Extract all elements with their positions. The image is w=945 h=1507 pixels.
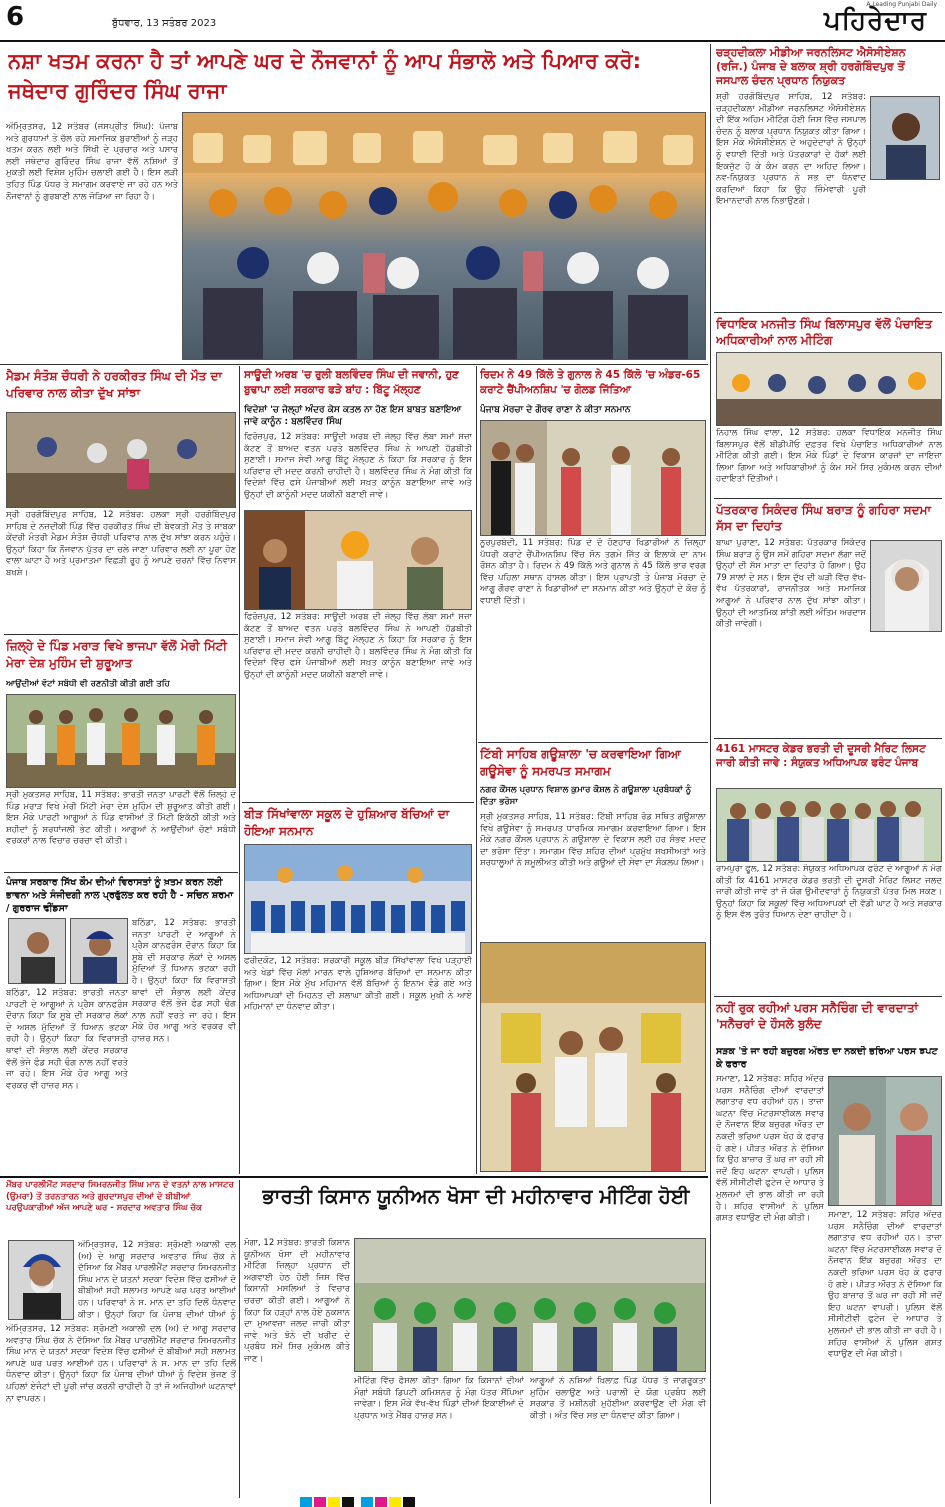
teachers-group-illustration [717, 789, 942, 862]
right-s4-body: ਰਾਮਪੁਰਾ ਫੂਲ, 12 ਸਤੰਬਰ: ਸੰਯੁਕਤ ਅਧਿਆਪਕ ਫਰੰਟ ਦੇ ਆਗੂਆਂ ਨੇ ਮੰਗ ਕੀਤੀ ਕਿ 4161 ਮਾਸਟਰ ਕੇਡਰ ਭਰਤੀ ਦੀ ਦੂਸਰੀ ਮੈਰਿਟ ਲਿਸਟ ਜਲਦ ਜਾਰੀ ਕੀਤੀ ਜਾਵੇ ਤਾਂ ਜੋ ਯੋਗ ਉਮੀਦਵਾਰਾਂ ਨੂੰ ਨਿਯੁਕਤੀ ਪੱਤਰ ਮਿਲ ਸਕਣ। ਉਨ੍ਹਾਂ ਕਿਹਾ ਕਿ ਸਕੂਲਾਂ ਵਿੱਚ ਅਧਿਆਪਕਾਂ ਦੀ ਵੱਡੀ ਘਾਟ ਹੈ ਅਤੇ ਸਰਕਾਰ ਨੂੰ ਇਸ ਵੱਲ ਤੁਰੰਤ ਧਿਆਨ ਦੇਣਾ ਚਾਹੀਦਾ ਹੈ। [716, 864, 942, 921]
right-s5-photo [828, 1076, 942, 1206]
story-d-headline: ਸਾਊਦੀ ਅਰਬ 'ਚ ਰੁਲੀ ਬਲਵਿੰਦਰ ਸਿੰਘ ਦੀ ਜਵਾਨੀ, ਹੁਣ ਬੁਢਾਪਾ ਲਈ ਸਰਕਾਰ ਫੜੇ ਬਾਂਹ : ਬਿੱਟੂ ਮੱਲ੍ਹਣ [244, 369, 459, 396]
avtar-singh-portrait-illustration [9, 1241, 74, 1320]
right-s1-headline: ਚੜ੍ਹਦੀਕਲਾ ਮੀਡੀਆ ਜਰਨਲਿਸਟ ਐਸੋਸੀਏਸ਼ਨ (ਰਜਿ.) ਪੰਜਾਬ ਦੇ ਬਲਾਕ ਸ਼੍ਰੀ ਹਰਗੋਬਿੰਦਪੁਰ ਤੋਂ ਜਸਪਾਲ ਚੰਦਨ ਪ੍ਰਧਾਨ ਨਿਯੁਕਤ [716, 46, 906, 87]
victim-portraits-illustration [829, 1077, 942, 1206]
story-f-body: ਨੂਰਪੁਰਬੇਦੀ, 11 ਸਤੰਬਰ: ਪਿੰਡ ਦੇ ਦੋ ਹੋਣਹਾਰ ਖਿਡਾਰੀਆਂ ਨੇ ਜ਼ਿਲ੍ਹਾ ਪੱਧਰੀ ਕਰਾਟੇ ਚੈਂਪੀਅਨਸ਼ਿਪ ਵਿੱਚ ਸੋਨ ਤਗਮੇ ਜਿੱਤ ਕੇ ਇਲਾਕੇ ਦਾ ਨਾਮ ਰੌਸ਼ਨ ਕੀਤਾ ਹੈ। ਰਿਦਮ ਨੇ 49 ਕਿੱਲੋ ਅਤੇ ਗੁਨਾਲ ਨੇ 45 ਕਿੱਲੋ ਭਾਰ ਵਰਗ ਵਿੱਚ ਪਹਿਲਾ ਸਥਾਨ ਹਾਸਲ ਕੀਤਾ। ਇਸ ਪ੍ਰਾਪਤੀ ਤੇ ਪੰਜਾਬ ਮੋਰਚਾ ਦੇ ਆਗੂ ਗੌਰਵ ਰਾਣਾ ਨੇ ਖਿਡਾਰੀਆਂ ਦਾ ਸਨਮਾਨ ਕੀਤਾ ਅਤੇ ਉਨ੍ਹਾਂ ਦੇ ਕੋਚ ਨੂੰ ਵਧਾਈ ਦਿੱਤੀ। [480, 538, 706, 606]
row2-rule [0, 364, 708, 365]
masthead-logo: ਪਹਿਰੇਦਾਰ [824, 6, 927, 36]
press-conference-illustration [245, 511, 472, 610]
story-g-headline: ਟਿੱਬੀ ਸਾਹਿਬ ਗਊਸ਼ਾਲਾ 'ਚ ਕਰਵਾਇਆ ਗਿਆ ਗਊਸੇਵਾ ਨੂੰ ਸਮਰਪਤ ਸਮਾਗਮ [480, 747, 681, 778]
story-i-photo [354, 1238, 706, 1372]
story-d-body-cont: ਫਿਰੋਜ਼ਪੁਰ, 12 ਸਤੰਬਰ: ਸਾਊਦੀ ਅਰਬ ਦੀ ਜੇਲ੍ਹ ਵਿੱਚ ਲੰਬਾ ਸਮਾਂ ਸਜ਼ਾ ਕੱਟਣ ਤੋਂ ਬਾਅਦ ਵਤਨ ਪਰਤੇ ਬਲਵਿੰਦਰ ਸਿੰਘ ਨੇ ਆਪਣੀ ਹੱਡਬੀਤੀ ਸੁਣਾਈ। ਸਮਾਜ ਸੇਵੀ ਆਗੂ ਬਿੱਟੂ ਮੱਲ੍ਹਣ ਨੇ ਕਿਹਾ ਕਿ ਸਰਕਾਰ ਨੂੰ ਇਸ ਪਰਿਵਾਰ ਦੀ ਮਦਦ ਕਰਨੀ ਚਾਹੀਦੀ ਹੈ। ਬਲਵਿੰਦਰ ਸਿੰਘ ਨੇ ਮੰਗ ਕੀਤੀ ਕਿ ਵਿਦੇਸ਼ਾਂ ਵਿੱਚ ਫਸੇ ਪੰਜਾਬੀਆਂ ਲਈ ਸਖ਼ਤ ਕਾਨੂੰਨ ਬਣਾਇਆ ਜਾਵੇ ਅਤੇ ਉਨ੍ਹਾਂ ਦੀ ਕਾਨੂੰਨੀ ਮਦਦ ਯਕੀਨੀ ਬਣਾਈ ਜਾਵੇ। [244, 612, 472, 680]
leader-portrait-illustration [71, 919, 128, 984]
row2-rule-f [478, 742, 708, 743]
story-i-body-2: ਮੀਟਿੰਗ ਵਿੱਚ ਫੈਸਲਾ ਕੀਤਾ ਗਿਆ ਕਿ ਕਿਸਾਨਾਂ ਦੀਆਂ ਮੰਗਾਂ ਸਬੰਧੀ ਡਿਪਟੀ ਕਮਿਸ਼ਨਰ ਨੂੰ ਮੰਗ ਪੱਤਰ ਸੌਂਪਿਆ ਜਾਵੇਗਾ। ਇਸ ਮੌਕੇ ਵੱਖ-ਵੱਖ ਪਿੰਡਾਂ ਦੀਆਂ ਇਕਾਈਆਂ ਦੇ ਪ੍ਰਧਾਨ ਅਤੇ ਮੈਂਬਰ ਹਾਜ਼ਰ ਸਨ। [354, 1376, 524, 1421]
right-s5-body-cont: ਸਮਾਣਾ, 12 ਸਤੰਬਰ: ਸ਼ਹਿਰ ਅੰਦਰ ਪਰਸ ਸਨੈਚਿੰਗ ਦੀਆਂ ਵਾਰਦਾਤਾਂ ਲਗਾਤਾਰ ਵਧ ਰਹੀਆਂ ਹਨ। ਤਾਜ਼ਾ ਘਟਨਾ ਵਿੱਚ ਮੋਟਰਸਾਈਕਲ ਸਵਾਰ ਦੋ ਨੌਜਵਾਨ ਇੱਕ ਬਜ਼ੁਰਗ ਔਰਤ ਦਾ ਨਕਦੀ ਭਰਿਆ ਪਰਸ ਖੋਹ ਕੇ ਫਰਾਰ ਹੋ ਗਏ। ਪੀੜਤ ਔਰਤ ਨੇ ਦੱਸਿਆ ਕਿ ਉਹ ਬਾਜ਼ਾਰ ਤੋਂ ਘਰ ਜਾ ਰਹੀ ਸੀ ਜਦੋਂ ਇਹ ਘਟਨਾ ਵਾਪਰੀ। ਪੁਲਿਸ ਵੱਲੋਂ ਸੀਸੀਟੀਵੀ ਫੁਟੇਜ ਦੇ ਆਧਾਰ ਤੇ ਮੁਲਜ਼ਮਾਂ ਦੀ ਭਾਲ ਕੀਤੀ ਜਾ ਰਹੀ ਹੈ। ਸ਼ਹਿਰ ਵਾਸੀਆਂ ਨੇ ਪੁਲਿਸ ਗਸ਼ਤ ਵਧਾਉਣ ਦੀ ਮੰਗ ਕੀਤੀ। [828, 1210, 942, 1360]
story-f-photo [480, 420, 706, 536]
story-b-body: ਸ੍ਰੀ ਮੁਕਤਸਰ ਸਾਹਿਬ, 11 ਸਤੰਬਰ: ਭਾਰਤੀ ਜਨਤਾ ਪਾਰਟੀ ਵੱਲੋਂ ਜ਼ਿਲ੍ਹੇ ਦੇ ਪਿੰਡ ਮਰਾੜ ਵਿਖੇ ਮੇਰੀ ਮਿੱਟੀ ਮੇਰਾ ਦੇਸ਼ ਮੁਹਿੰਮ ਦੀ ਸ਼ੁਰੂਆਤ ਕੀਤੀ ਗਈ। ਇਸ ਮੌਕੇ ਪਾਰਟੀ ਆਗੂਆਂ ਨੇ ਪਿੰਡ ਵਾਸੀਆਂ ਤੋਂ ਮਿੱਟੀ ਇਕੱਠੀ ਕੀਤੀ ਅਤੇ ਸ਼ਹੀਦਾਂ ਨੂੰ ਸ਼ਰਧਾਂਜਲੀ ਭੇਟ ਕੀਤੀ। ਆਗੂਆਂ ਨੇ ਆਉਂਦੀਆਂ ਚੋਣਾਂ ਸਬੰਧੀ ਵਰਕਰਾਂ ਨਾਲ ਵਿਚਾਰ ਚਰਚਾ ਵੀ ਕੀਤੀ। [6, 790, 236, 847]
story-a-photo [6, 412, 236, 508]
story-h-headline: ਮੈਂਬਰ ਪਾਰਲੀਮੈਂਟ ਸਰਦਾਰ ਸਿਮਰਨਜੀਤ ਸਿੰਘ ਮਾਨ ਦੇ ਵਤਨਾਂ ਨਾਲ ਮਾਸਟਰ (ਉਮਰਾ) ਤੋਂ ਤਰਨਤਾਰਨ ਅਤੇ ਗੁਰਦਾਸਪੁਰ ਦੀਆਂ ਦੋ ਬੀਬੀਆਂ ਪਰਉਪਕਾਰੀਆਂ ਅੱਜ ਆਪਣੇ ਘਰ - ਸਰਦਾਰ ਅਵਤਾਰ ਸਿੰਘ ਚੱਕ [6, 1180, 234, 1213]
header-date: ਬੁੱਧਵਾਰ, 13 ਸਤੰਬਰ 2023 [112, 18, 217, 29]
story-b-headline: ਜ਼ਿਲ੍ਹੇ ਦੇ ਪਿੰਡ ਮਰਾੜ ਵਿਖੇ ਭਾਜਪਾ ਵੱਲੋਂ ਮੇਰੀ ਮਿੱਟੀ ਮੇਰਾ ਦੇਸ਼ ਮੁਹਿੰਮ ਦੀ ਸ਼ੁਰੂਆਤ [6, 639, 227, 670]
story-c-headline: ਪੰਜਾਬ ਸਰਕਾਰ ਸਿੱਖ ਕੌਮ ਦੀਆਂ ਵਿਰਾਸਤਾਂ ਨੂੰ ਖ਼ਤਮ ਕਰਨ ਲਈ ਭਾਵਨਾ ਅਤੇ ਸੰਜੀਦਗੀ ਨਾਲ ਪ੍ਰਫੁੱਲਤ ਕਰ ਰਹੀ ਹੈ - ਸਚਿਨ ਸ਼ਰਮਾ / ਗੁਰਰਾਜ ਢੀਂਡਸਾ [6, 877, 234, 914]
story-i-body-3: ਆਗੂਆਂ ਨੇ ਨਸ਼ਿਆਂ ਖ਼ਿਲਾਫ਼ ਪਿੰਡ ਪੱਧਰ ਤੇ ਜਾਗਰੂਕਤਾ ਮੁਹਿੰਮ ਚਲਾਉਣ ਅਤੇ ਪਰਾਲੀ ਦੇ ਯੋਗ ਪ੍ਰਬੰਧ ਲਈ ਸਰਕਾਰ ਤੋਂ ਮਸ਼ੀਨਰੀ ਮੁਹੱਈਆ ਕਰਵਾਉਣ ਦੀ ਮੰਗ ਵੀ ਕੀਤੀ। ਅੰਤ ਵਿੱਚ ਸਭ ਦਾ ਧੰਨਵਾਦ ਕੀਤਾ ਗਿਆ। [530, 1376, 706, 1421]
congregation-illustration [183, 113, 706, 360]
bottom-rule [0, 1176, 708, 1178]
bottom-divider [239, 1180, 240, 1498]
elderly-portrait-illustration [871, 541, 942, 632]
story-b-sub: ਆਉਂਦੀਆਂ ਵੋਟਾਂ ਸਬੰਧੀ ਵੀ ਰਣਨੀਤੀ ਕੀਤੀ ਗਈ ਤਹਿ [6, 679, 170, 689]
right-s5-sub: ਸੜਕ 'ਤੇ ਜਾ ਰਹੀ ਬਜ਼ੁਰਗ ਔਰਤ ਦਾ ਨਕਦੀ ਭਰਿਆ ਪਰਸ ਝਪਟ ਕੇ ਫਰਾਰ [716, 1046, 938, 1070]
header-tagline: A Leading Punjabi Daily [866, 1, 937, 8]
right-s2-photo [716, 352, 942, 426]
lead-headline: ਨਸ਼ਾ ਖਤਮ ਕਰਨਾ ਹੈ ਤਾਂ ਆਪਣੇ ਘਰ ਦੇ ਨੌਜਵਾਨਾਂ ਨੂੰ ਆਪ ਸੰਭਾਲੋ ਅਤੇ ਪਿਆਰ ਕਰੋ: ਜਥੇਦਾਰ ਗੁਰਿੰਦਰ ਸਿੰਘ ਰਾਜਾ [8, 49, 641, 103]
right-rule-1 [714, 312, 942, 313]
bjp-campaign-illustration [7, 695, 236, 788]
cow-shelter-event-illustration [481, 943, 706, 1172]
story-d-photo [244, 510, 472, 610]
story-a-body: ਸ੍ਰੀ ਹਰਗੋਬਿੰਦਪੁਰ ਸਾਹਿਬ, 12 ਸਤੰਬਰ: ਹਲਕਾ ਸ੍ਰੀ ਹਰਗੋਬਿੰਦਪੁਰ ਸਾਹਿਬ ਦੇ ਨਜ਼ਦੀਕੀ ਪਿੰਡ ਵਿੱਚ ਹਰਕੀਰਤ ਸਿੰਘ ਦੀ ਬੇਵਕਤੀ ਮੌਤ ਤੇ ਸਾਬਕਾ ਕੇਂਦਰੀ ਮੰਤਰੀ ਮੈਡਮ ਸੰਤੋਸ਼ ਚੌਧਰੀ ਪਰਿਵਾਰ ਨਾਲ ਦੁੱਖ ਸਾਂਝਾ ਕਰਨ ਪਹੁੰਚੇ। ਉਨ੍ਹਾਂ ਕਿਹਾ ਕਿ ਨੌਜਵਾਨ ਪੁੱਤਰ ਦਾ ਚਲੇ ਜਾਣਾ ਪਰਿਵਾਰ ਲਈ ਨਾ ਪੂਰਾ ਹੋਣ ਵਾਲਾ ਘਾਟਾ ਹੈ ਅਤੇ ਪ੍ਰਮਾਤਮਾ ਵਿਛੜੀ ਰੂਹ ਨੂੰ ਆਪਣੇ ਚਰਨਾਂ ਵਿੱਚ ਨਿਵਾਸ ਬਖਸ਼ੇ। [6, 510, 236, 578]
story-c-body: ਬਠਿੰਡਾ, 12 ਸਤੰਬਰ: ਭਾਰਤੀ ਜਨਤਾ ਪਾਰਟੀ ਦੇ ਆਗੂਆਂ ਨੇ ਪ੍ਰੈਸ ਕਾਨਫਰੰਸ ਦੌਰਾਨ ਕਿਹਾ ਕਿ ਸੂਬੇ ਦੀ ਸਰਕਾਰ ਲੋਕਾਂ ਦੇ ਅਸਲ ਮੁੱਦਿਆਂ ਤੋਂ ਧਿਆਨ ਭਟਕਾ ਰਹੀ ਹੈ। ਉਨ੍ਹਾਂ ਕਿਹਾ ਕਿ ਵਿਰਾਸਤੀ ਥਾਵਾਂ ਦੀ ਸੰਭਾਲ ਲਈ ਕੇਂਦਰ ਸਰਕਾਰ ਵੱਲੋਂ ਭੇਜੇ ਫੰਡ ਸਹੀ ਢੰਗ ਨਾਲ ਨਹੀਂ ਵਰਤੇ ਜਾ ਰਹੇ। ਇਸ ਮੌਕੇ ਹੋਰ ਆਗੂ ਅਤੇ ਵਰਕਰ ਵੀ ਹਾਜ਼ਰ ਸਨ। [132, 918, 236, 1044]
page-number: 6 [5, 2, 25, 32]
story-g-sub: ਨਗਰ ਕੌਂਸਲ ਪ੍ਰਧਾਨ ਵਿਸ਼ਾਲ ਕੁਮਾਰ ਕੌਸ਼ਲ ਨੇ ਗਊਸ਼ਾਲਾ ਪ੍ਰਬੰਧਕਾਂ ਨੂੰ ਦਿੱਤਾ ਭਰੋਸਾ [480, 785, 692, 807]
portrait-illustration [871, 97, 940, 180]
karate-winners-illustration [481, 421, 706, 536]
right-rule-2 [714, 498, 942, 499]
right-rule-4 [714, 996, 942, 997]
story-e-headline: ਬੀੜ ਸਿੱਖਾਂਵਾਲਾ ਸਕੂਲ ਦੇ ਹੁਸ਼ਿਆਰ ਬੱਚਿਆਂ ਦਾ ਹੋਇਆ ਸਨਮਾਨ [244, 807, 450, 838]
right-s2-body: ਨਿਹਾਲ ਸਿੰਘ ਵਾਲਾ, 12 ਸਤੰਬਰ: ਹਲਕਾ ਵਿਧਾਇਕ ਮਨਜੀਤ ਸਿੰਘ ਬਿਲਾਸਪੁਰ ਵੱਲੋਂ ਬੀਡੀਪੀਓ ਦਫ਼ਤਰ ਵਿਖੇ ਪੰਚਾਇਤ ਅਧਿਕਾਰੀਆਂ ਨਾਲ ਮੀਟਿੰਗ ਕੀਤੀ ਗਈ। ਇਸ ਮੌਕੇ ਪਿੰਡਾਂ ਦੇ ਵਿਕਾਸ ਕਾਰਜਾਂ ਦਾ ਜਾਇਜ਼ਾ ਲਿਆ ਗਿਆ ਅਤੇ ਅਧਿਕਾਰੀਆਂ ਨੂੰ ਕੰਮ ਸਮੇਂ ਸਿਰ ਮੁਕੰਮਲ ਕਰਨ ਦੀਆਂ ਹਦਾਇਤਾਂ ਦਿੱਤੀਆਂ। [716, 428, 942, 485]
lead-body-col1: ਅੰਮ੍ਰਿਤਸਰ, 12 ਸਤੰਬਰ (ਜਸਪ੍ਰੀਤ ਸਿੰਘ): ਪੰਜਾਬ ਅਤੇ ਗੁਰਧਾਮਾਂ ਤੇ ਚੱਲ ਰਹੇ ਸਮਾਜਿਕ ਬੁਰਾਈਆਂ ਨੂੰ ਜੜ੍ਹ ਖਤਮ ਕਰਨ ਲਈ ਅਤੇ ਸਿੱਖੀ ਦੇ ਪ੍ਰਚਾਰ ਅਤੇ ਪਸਾਰ ਲਈ ਜਥੇਦਾਰ ਗੁਰਿੰਦਰ ਸਿੰਘ ਰਾਜਾ ਵੱਲੋਂ ਨਸ਼ਿਆਂ ਤੋਂ ਮੁਕਤੀ ਲਈ ਵਿਸ਼ੇਸ਼ ਮੁਹਿੰਮ ਚਲਾਈ ਗਈ ਹੈ। ਇਸ ਲੜੀ ਤਹਿਤ ਪਿੰਡ ਪੱਧਰ ਤੇ ਸਮਾਗਮ ਕਰਵਾਏ ਜਾ ਰਹੇ ਹਨ ਅਤੇ ਨੌਜਵਾਨਾਂ ਨੂੰ ਗੁਰਬਾਣੀ ਨਾਲ ਜੋੜਿਆ ਜਾ ਰਿਹਾ ਹੈ। [6, 122, 178, 202]
right-s3-headline: ਪੱਤਰਕਾਰ ਸਿਕੰਦਰ ਸਿੰਘ ਬਰਾੜ ਨੂੰ ਗਹਿਰਾ ਸਦਮਾ ਸੱਸ ਦਾ ਦਿਹਾਂਤ [716, 503, 931, 533]
story-f-headline: ਰਿਦਮ ਨੇ 49 ਕਿੱਲੋ ਤੇ ਗੁਨਾਲ ਨੇ 45 ਕਿੱਲੋ 'ਚ ਅੰਡਰ-65 ਕਰਾਟੇ ਚੈਂਪੀਅਨਸ਼ਿਪ 'ਚ ਗੋਲਡ ਜਿੱਤਿਆ [480, 369, 701, 396]
story-c-portrait-1 [8, 918, 66, 984]
story-c-body-cont: ਬਠਿੰਡਾ, 12 ਸਤੰਬਰ: ਭਾਰਤੀ ਜਨਤਾ ਪਾਰਟੀ ਦੇ ਆਗੂਆਂ ਨੇ ਪ੍ਰੈਸ ਕਾਨਫਰੰਸ ਦੌਰਾਨ ਕਿਹਾ ਕਿ ਸੂਬੇ ਦੀ ਸਰਕਾਰ ਲੋਕਾਂ ਦੇ ਅਸਲ ਮੁੱਦਿਆਂ ਤੋਂ ਧਿਆਨ ਭਟਕਾ ਰਹੀ ਹੈ। ਉਨ੍ਹਾਂ ਕਿਹਾ ਕਿ ਵਿਰਾਸਤੀ ਥਾਵਾਂ ਦੀ ਸੰਭਾਲ ਲਈ ਕੇਂਦਰ ਸਰਕਾਰ ਵੱਲੋਂ ਭੇਜੇ ਫੰਡ ਸਹੀ ਢੰਗ ਨਾਲ ਨਹੀਂ ਵਰਤੇ ਜਾ ਰਹੇ। ਇਸ ਮੌਕੇ ਹੋਰ ਆਗੂ ਅਤੇ ਵਰਕਰ ਵੀ ਹਾਜ਼ਰ ਸਨ। [6, 988, 128, 1091]
story-h-body-cont: ਅੰਮ੍ਰਿਤਸਰ, 12 ਸਤੰਬਰ: ਸ਼੍ਰੋਮਣੀ ਅਕਾਲੀ ਦਲ (ਅ) ਦੇ ਆਗੂ ਸਰਦਾਰ ਅਵਤਾਰ ਸਿੰਘ ਚੱਕ ਨੇ ਦੱਸਿਆ ਕਿ ਮੈਂਬਰ ਪਾਰਲੀਮੈਂਟ ਸਰਦਾਰ ਸਿਮਰਨਜੀਤ ਸਿੰਘ ਮਾਨ ਦੇ ਯਤਨਾਂ ਸਦਕਾ ਵਿਦੇਸ਼ ਵਿੱਚ ਫਸੀਆਂ ਦੋ ਬੀਬੀਆਂ ਸਹੀ ਸਲਾਮਤ ਆਪਣੇ ਘਰ ਪਰਤ ਆਈਆਂ ਹਨ। ਪਰਿਵਾਰਾਂ ਨੇ ਸ. ਮਾਨ ਦਾ ਤਹਿ ਦਿਲੋਂ ਧੰਨਵਾਦ ਕੀਤਾ। ਉਨ੍ਹਾਂ ਕਿਹਾ ਕਿ ਪੰਜਾਬ ਦੀਆਂ ਧੀਆਂ ਨੂੰ ਵਿਦੇਸ਼ ਭੇਜਣ ਤੋਂ ਪਹਿਲਾਂ ਏਜੰਟਾਂ ਦੀ ਪੂਰੀ ਜਾਂਚ ਕਰਨੀ ਚਾਹੀਦੀ ਹੈ ਤਾਂ ਜੋ ਅਜਿਹੀਆਂ ਘਟਨਾਵਾਂ ਨਾ ਵਾਪਰਨ। [6, 1324, 236, 1404]
meeting-illustration [717, 353, 942, 426]
right-s1-portrait [870, 96, 940, 180]
story-c-portrait-2 [70, 918, 128, 984]
story-g-body: ਸ੍ਰੀ ਮੁਕਤਸਰ ਸਾਹਿਬ, 11 ਸਤੰਬਰ: ਟਿੱਬੀ ਸਾਹਿਬ ਰੋਡ ਸਥਿਤ ਗਊਸ਼ਾਲਾ ਵਿਖੇ ਗਊਸੇਵਾ ਨੂੰ ਸਮਰਪਤ ਧਾਰਮਿਕ ਸਮਾਗਮ ਕਰਵਾਇਆ ਗਿਆ। ਇਸ ਮੌਕੇ ਨਗਰ ਕੌਂਸਲ ਪ੍ਰਧਾਨ ਨੇ ਗਊਸ਼ਾਲਾ ਦੇ ਵਿਕਾਸ ਲਈ ਹਰ ਸੰਭਵ ਮਦਦ ਦਾ ਭਰੋਸਾ ਦਿੱਤਾ। ਸਮਾਗਮ ਵਿੱਚ ਸ਼ਹਿਰ ਦੀਆਂ ਪ੍ਰਮੁੱਖ ਸ਼ਖਸੀਅਤਾਂ ਅਤੇ ਸ਼ਰਧਾਲੂਆਂ ਨੇ ਸ਼ਮੂਲੀਅਤ ਕੀਤੀ ਅਤੇ ਗਊਆਂ ਦੀ ਸੇਵਾ ਦਾ ਸੰਕਲਪ ਲਿਆ। [480, 812, 706, 869]
farmers-meeting-illustration [355, 1239, 706, 1372]
story-h-body: ਅੰਮ੍ਰਿਤਸਰ, 12 ਸਤੰਬਰ: ਸ਼੍ਰੋਮਣੀ ਅਕਾਲੀ ਦਲ (ਅ) ਦੇ ਆਗੂ ਸਰਦਾਰ ਅਵਤਾਰ ਸਿੰਘ ਚੱਕ ਨੇ ਦੱਸਿਆ ਕਿ ਮੈਂਬਰ ਪਾਰਲੀਮੈਂਟ ਸਰਦਾਰ ਸਿਮਰਨਜੀਤ ਸਿੰਘ ਮਾਨ ਦੇ ਯਤਨਾਂ ਸਦਕਾ ਵਿਦੇਸ਼ ਵਿੱਚ ਫਸੀਆਂ ਦੋ ਬੀਬੀਆਂ ਸਹੀ ਸਲਾਮਤ ਆਪਣੇ ਘਰ ਪਰਤ ਆਈਆਂ ਹਨ। ਪਰਿਵਾਰਾਂ ਨੇ ਸ. ਮਾਨ ਦਾ ਤਹਿ ਦਿਲੋਂ ਧੰਨਵਾਦ ਕੀਤਾ। ਉਨ੍ਹਾਂ ਕਿਹਾ ਕਿ ਪੰਜਾਬ ਦੀਆਂ ਧੀਆਂ ਨੂੰ [78, 1240, 236, 1320]
row2-divider-1 [239, 366, 240, 1174]
lead-photo [182, 112, 706, 360]
print-color-bar [300, 1494, 640, 1507]
right-s3-portrait [870, 540, 942, 632]
right-s1-body: ਸ਼੍ਰੀ ਹਰਗੋਬਿੰਦਪੁਰ ਸਾਹਿਬ, 12 ਸਤੰਬਰ: ਚੜ੍ਹਦੀਕਲਾ ਮੀਡੀਆ ਜਰਨਲਿਸਟ ਐਸੋਸੀਏਸ਼ਨ ਦੀ ਇੱਕ ਅਹਿਮ ਮੀਟਿੰਗ ਹੋਈ ਜਿਸ ਵਿੱਚ ਜਸਪਾਲ ਚੰਦਨ ਨੂੰ ਬਲਾਕ ਪ੍ਰਧਾਨ ਨਿਯੁਕਤ ਕੀਤਾ ਗਿਆ। ਇਸ ਮੌਕੇ ਐਸੋਸੀਏਸ਼ਨ ਦੇ ਅਹੁਦੇਦਾਰਾਂ ਨੇ ਉਨ੍ਹਾਂ ਨੂੰ ਵਧਾਈ ਦਿੱਤੀ ਅਤੇ ਪੱਤਰਕਾਰਾਂ ਦੇ ਹੱਕਾਂ ਲਈ ਇਕਜੁੱਟ ਹੋ ਕੇ ਕੰਮ ਕਰਨ ਦਾ ਅਹਿਦ ਲਿਆ। ਨਵ-ਨਿਯੁਕਤ ਪ੍ਰਧਾਨ ਨੇ ਸਭ ਦਾ ਧੰਨਵਾਦ ਕਰਦਿਆਂ ਕਿਹਾ ਕਿ ਉਹ ਜ਼ਿੰਮੇਵਾਰੀ ਪੂਰੀ ਇਮਾਨਦਾਰੀ ਨਾਲ ਨਿਭਾਉਣਗੇ। [716, 92, 866, 207]
right-s5-headline: ਨਹੀਂ ਰੁਕ ਰਹੀਆਂ ਪਰਸ ਸਨੈਚਿੰਗ ਦੀ ਵਾਰਦਾਤਾਂ 'ਸਨੈਚਰਾਂ ਦੇ ਹੌਸਲੇ ਬੁਲੰਦ [716, 1001, 919, 1031]
story-i-headline: ਭਾਰਤੀ ਕਿਸਾਨ ਯੂਨੀਅਨ ਖੋਸਾ ਦੀ ਮਹੀਨਾਵਾਰ ਮੀਟਿੰਗ ਹੋਈ [262, 1184, 690, 1208]
story-g-photo [480, 942, 706, 1172]
story-d-sub: ਵਿਦੇਸ਼ਾਂ 'ਚ ਜੇਲ੍ਹਾਂ ਅੰਦਰ ਕੇਸ ਕਤਲ ਨਾ ਹੋਣ ਇਸ ਬਾਬਤ ਬਣਾਇਆ ਜਾਵੇ ਕਾਨੂੰਨ : ਬਲਵਿੰਦਰ ਸਿੰਘ [244, 405, 462, 427]
school-ceremony-illustration [245, 845, 472, 954]
right-s5-body: ਸਮਾਣਾ, 12 ਸਤੰਬਰ: ਸ਼ਹਿਰ ਅੰਦਰ ਪਰਸ ਸਨੈਚਿੰਗ ਦੀਆਂ ਵਾਰਦਾਤਾਂ ਲਗਾਤਾਰ ਵਧ ਰਹੀਆਂ ਹਨ। ਤਾਜ਼ਾ ਘਟਨਾ ਵਿੱਚ ਮੋਟਰਸਾਈਕਲ ਸਵਾਰ ਦੋ ਨੌਜਵਾਨ ਇੱਕ ਬਜ਼ੁਰਗ ਔਰਤ ਦਾ ਨਕਦੀ ਭਰਿਆ ਪਰਸ ਖੋਹ ਕੇ ਫਰਾਰ ਹੋ ਗਏ। ਪੀੜਤ ਔਰਤ ਨੇ ਦੱਸਿਆ ਕਿ ਉਹ ਬਾਜ਼ਾਰ ਤੋਂ ਘਰ ਜਾ ਰਹੀ ਸੀ ਜਦੋਂ ਇਹ ਘਟਨਾ ਵਾਪਰੀ। ਪੁਲਿਸ ਵੱਲੋਂ ਸੀਸੀਟੀਵੀ ਫੁਟੇਜ ਦੇ ਆਧਾਰ ਤੇ ਮੁਲਜ਼ਮਾਂ ਦੀ ਭਾਲ ਕੀਤੀ ਜਾ ਰਹੀ ਹੈ। ਸ਼ਹਿਰ ਵਾਸੀਆਂ ਨੇ ਪੁਲਿਸ ਗਸ਼ਤ ਵਧਾਉਣ ਦੀ ਮੰਗ ਕੀਤੀ। [716, 1074, 824, 1224]
condolence-visit-illustration [7, 413, 236, 508]
story-e-body: ਫਰੀਦਕੋਟ, 12 ਸਤੰਬਰ: ਸਰਕਾਰੀ ਸਕੂਲ ਬੀੜ ਸਿੱਖਾਂਵਾਲਾ ਵਿਖੇ ਪੜ੍ਹਾਈ ਅਤੇ ਖੇਡਾਂ ਵਿੱਚ ਮੱਲਾਂ ਮਾਰਨ ਵਾਲੇ ਹੁਸ਼ਿਆਰ ਬੱਚਿਆਂ ਦਾ ਸਨਮਾਨ ਕੀਤਾ ਗਿਆ। ਇਸ ਮੌਕੇ ਮੁੱਖ ਮਹਿਮਾਨ ਵੱਲੋਂ ਬੱਚਿਆਂ ਨੂੰ ਇਨਾਮ ਵੰਡੇ ਗਏ ਅਤੇ ਅਧਿਆਪਕਾਂ ਦੀ ਮਿਹਨਤ ਦੀ ਸ਼ਲਾਘਾ ਕੀਤੀ ਗਈ। ਸਕੂਲ ਮੁਖੀ ਨੇ ਆਏ ਮਹਿਮਾਨਾਂ ਦਾ ਧੰਨਵਾਦ ਕੀਤਾ। [244, 956, 472, 1013]
story-d-body: ਫਿਰੋਜ਼ਪੁਰ, 12 ਸਤੰਬਰ: ਸਾਊਦੀ ਅਰਬ ਦੀ ਜੇਲ੍ਹ ਵਿੱਚ ਲੰਬਾ ਸਮਾਂ ਸਜ਼ਾ ਕੱਟਣ ਤੋਂ ਬਾਅਦ ਵਤਨ ਪਰਤੇ ਬਲਵਿੰਦਰ ਸਿੰਘ ਨੇ ਆਪਣੀ ਹੱਡਬੀਤੀ ਸੁਣਾਈ। ਸਮਾਜ ਸੇਵੀ ਆਗੂ ਬਿੱਟੂ ਮੱਲ੍ਹਣ ਨੇ ਕਿਹਾ ਕਿ ਸਰਕਾਰ ਨੂੰ ਇਸ ਪਰਿਵਾਰ ਦੀ ਮਦਦ ਕਰਨੀ ਚਾਹੀਦੀ ਹੈ। ਬਲਵਿੰਦਰ ਸਿੰਘ ਨੇ ਮੰਗ ਕੀਤੀ ਕਿ ਵਿਦੇਸ਼ਾਂ ਵਿੱਚ ਫਸੇ ਪੰਜਾਬੀਆਂ ਲਈ ਸਖ਼ਤ ਕਾਨੂੰਨ ਬਣਾਇਆ ਜਾਵੇ ਅਤੇ ਉਨ੍ਹਾਂ ਦੀ ਕਾਨੂੰਨੀ ਮਦਦ ਯਕੀਨੀ ਬਣਾਈ ਜਾਵੇ। [244, 432, 472, 500]
row2-rule-a [4, 634, 238, 635]
right-rule-3 [714, 738, 942, 739]
row2-rule-b [4, 872, 238, 873]
story-a-headline: ਮੈਡਮ ਸੰਤੋਸ਼ ਚੌਧਰੀ ਨੇ ਹਰਕੀਰਤ ਸਿੰਘ ਦੀ ਮੌਤ ਦਾ ਪਰਿਵਾਰ ਨਾਲ ਕੀਤਾ ਦੁੱਖ ਸਾਂਝਾ [6, 369, 222, 400]
header-rule [0, 40, 945, 42]
story-i-body-1: ਮੋਗਾ, 12 ਸਤੰਬਰ: ਭਾਰਤੀ ਕਿਸਾਨ ਯੂਨੀਅਨ ਖੋਸਾ ਦੀ ਮਹੀਨਾਵਾਰ ਮੀਟਿੰਗ ਜ਼ਿਲ੍ਹਾ ਪ੍ਰਧਾਨ ਦੀ ਅਗਵਾਈ ਹੇਠ ਹੋਈ ਜਿਸ ਵਿੱਚ ਕਿਸਾਨੀ ਮਸਲਿਆਂ ਤੇ ਵਿਚਾਰ ਚਰਚਾ ਕੀਤੀ ਗਈ। ਆਗੂਆਂ ਨੇ ਕਿਹਾ ਕਿ ਹੜ੍ਹਾਂ ਨਾਲ ਹੋਏ ਨੁਕਸਾਨ ਦਾ ਮੁਆਵਜ਼ਾ ਜਲਦ ਜਾਰੀ ਕੀਤਾ ਜਾਵੇ ਅਤੇ ਝੋਨੇ ਦੀ ਖਰੀਦ ਦੇ ਪ੍ਰਬੰਧ ਸਮੇਂ ਸਿਰ ਮੁਕੰਮਲ ਕੀਤੇ ਜਾਣ। [244, 1238, 350, 1364]
story-f-sub: ਪੰਜਾਬ ਮੋਰਚਾ ਦੇ ਗੌਰਵ ਰਾਣਾ ਨੇ ਕੀਤਾ ਸਨਮਾਨ [480, 405, 631, 415]
right-s3-body: ਬਾਘਾ ਪੁਰਾਣਾ, 12 ਸਤੰਬਰ: ਪੱਤਰਕਾਰ ਸਿਕੰਦਰ ਸਿੰਘ ਬਰਾੜ ਨੂੰ ਉਸ ਸਮੇਂ ਗਹਿਰਾ ਸਦਮਾ ਲੱਗਾ ਜਦੋਂ ਉਨ੍ਹਾਂ ਦੀ ਸੱਸ ਮਾਤਾ ਦਾ ਦਿਹਾਂਤ ਹੋ ਗਿਆ। ਉਹ 79 ਸਾਲਾਂ ਦੇ ਸਨ। ਇਸ ਦੁੱਖ ਦੀ ਘੜੀ ਵਿੱਚ ਵੱਖ-ਵੱਖ ਪੱਤਰਕਾਰਾਂ, ਰਾਜਨੀਤਕ ਅਤੇ ਸਮਾਜਿਕ ਆਗੂਆਂ ਨੇ ਪਰਿਵਾਰ ਨਾਲ ਦੁੱਖ ਸਾਂਝਾ ਕੀਤਾ। ਉਨ੍ਹਾਂ ਦੀ ਆਤਮਿਕ ਸ਼ਾਂਤੀ ਲਈ ਅੰਤਿਮ ਅਰਦਾਸ ਕੀਤੀ ਜਾਵੇਗੀ। [716, 538, 866, 630]
row2-divider-2 [476, 366, 477, 1174]
right-s4-headline: 4161 ਮਾਸਟਰ ਕੇਡਰ ਭਰਤੀ ਦੀ ਦੂਸਰੀ ਮੈਰਿਟ ਲਿਸਟ ਜਾਰੀ ਕੀਤੀ ਜਾਵੇ : ਸੰਯੁਕਤ ਅਧਿਆਪਕ ਫਰੰਟ ਪੰਜਾਬ [716, 743, 926, 769]
story-b-photo [6, 694, 236, 788]
story-h-portrait [8, 1240, 74, 1320]
page-header [0, 0, 945, 40]
story-e-photo [244, 844, 472, 954]
spokesperson-portrait-illustration [9, 919, 66, 984]
right-s4-photo [716, 788, 942, 862]
row2-rule-d [242, 802, 474, 803]
right-column-divider [710, 44, 711, 1504]
right-s2-headline: ਵਿਧਾਇਕ ਮਨਜੀਤ ਸਿੰਘ ਬਿਲਾਸਪੁਰ ਵੱਲੋਂ ਪੰਚਾਇਤ ਅਧਿਕਾਰੀਆਂ ਨਾਲ ਮੀਟਿੰਗ [716, 317, 933, 347]
